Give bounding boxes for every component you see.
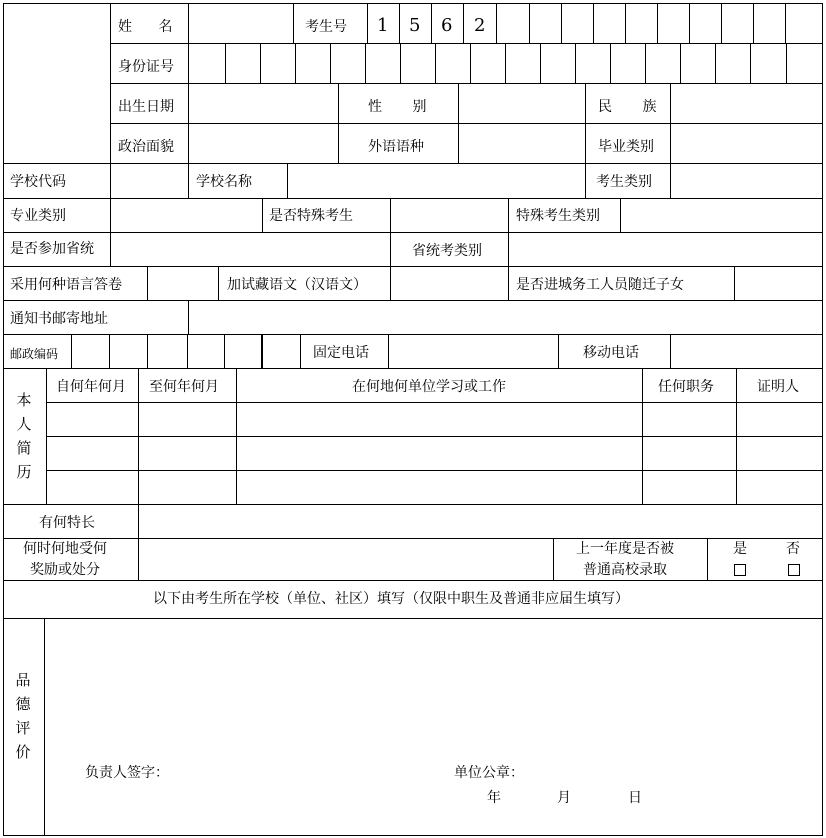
exam-digit-4[interactable]: 2	[474, 15, 486, 36]
rule	[138, 504, 139, 581]
prov-exam-label: 是否参加省统	[10, 241, 94, 257]
rule	[593, 3, 594, 44]
rule	[3, 538, 823, 539]
rule	[670, 83, 671, 164]
exam-digit-1[interactable]: 1	[377, 15, 389, 36]
yes-label: 是	[733, 541, 747, 557]
rule	[508, 266, 509, 301]
rule	[367, 3, 368, 44]
rule	[670, 334, 671, 369]
special-cat-field[interactable]	[622, 203, 820, 225]
school-code-field[interactable]	[112, 169, 186, 191]
exam-digit-2[interactable]: 5	[409, 15, 421, 36]
rule	[236, 368, 237, 505]
rule	[435, 43, 436, 84]
col-position-header: 任何职务	[658, 379, 714, 395]
rule	[300, 334, 301, 369]
rule	[707, 538, 708, 581]
rule	[670, 163, 671, 199]
rule	[585, 163, 586, 199]
seal-label: 单位公章：	[454, 765, 524, 781]
rule	[458, 83, 459, 164]
rule	[138, 368, 139, 505]
name-field[interactable]	[190, 12, 290, 34]
rule	[110, 3, 111, 164]
special-field[interactable]	[392, 203, 506, 225]
admitted-label-line1: 上一年度是否被	[576, 541, 674, 557]
rule	[218, 266, 219, 301]
prov-exam-field[interactable]	[112, 237, 388, 259]
rule	[575, 43, 576, 84]
rule	[610, 43, 611, 84]
rule	[750, 43, 751, 84]
col-witness-header: 证明人	[757, 379, 799, 395]
rule	[46, 436, 823, 437]
rule	[295, 43, 296, 84]
major-cat-label: 专业类别	[10, 208, 66, 224]
rule	[3, 198, 823, 199]
extra-exam-field[interactable]	[392, 271, 506, 293]
political-label: 政治面貌	[118, 139, 174, 155]
special-cat-label: 特殊考生类别	[516, 208, 600, 224]
birth-field[interactable]	[190, 92, 336, 114]
ethnicity-label: 民 族	[598, 99, 657, 115]
rule	[620, 198, 621, 233]
rule	[338, 83, 339, 164]
rule	[400, 43, 401, 84]
landline-label: 固定电话	[313, 345, 369, 361]
rule	[44, 618, 45, 836]
rule	[736, 368, 737, 505]
rule	[3, 334, 823, 335]
rule	[822, 3, 823, 836]
col-from-header: 自何年何月	[56, 379, 126, 395]
rule	[260, 43, 261, 84]
exam-cat-field[interactable]	[672, 169, 820, 191]
mobile-label: 移动电话	[583, 345, 639, 361]
rule	[553, 538, 554, 581]
rule	[330, 43, 331, 84]
admitted-label-line2: 普通高校录取	[583, 562, 667, 578]
rule	[3, 618, 823, 619]
rule	[786, 43, 787, 84]
rule	[508, 198, 509, 233]
rule	[3, 3, 4, 836]
mail-addr-label: 通知书邮寄地址	[10, 311, 108, 327]
landline-field[interactable]	[390, 339, 556, 361]
rule	[642, 368, 643, 505]
rule	[734, 266, 735, 301]
exam-digit-3[interactable]: 6	[441, 15, 453, 36]
rule	[390, 266, 391, 301]
school-name-label: 学校名称	[196, 174, 252, 190]
rule	[110, 232, 111, 267]
school-fill-note: 以下由考生所在学校（单位、社区）填写（仅限中职生及普通非应届生填写）	[153, 591, 629, 607]
rule	[46, 368, 47, 505]
col-to-header: 至何年何月	[149, 379, 219, 395]
rule	[293, 3, 294, 44]
name-label: 姓 名	[118, 19, 173, 35]
rule	[110, 123, 823, 124]
signer-label: 负责人签字：	[85, 765, 169, 781]
rule	[388, 334, 389, 369]
extra-exam-label: 加试藏语文（汉语文）	[227, 277, 367, 293]
rule	[188, 163, 189, 199]
foreign-lang-field[interactable]	[460, 132, 583, 154]
rule	[689, 3, 690, 44]
id-no-label: 身份证号	[118, 59, 174, 75]
rule	[3, 163, 823, 164]
grad-cat-label: 毕业类别	[598, 139, 654, 155]
awards-field[interactable]	[140, 547, 551, 569]
gender-field[interactable]	[460, 92, 583, 114]
ethnicity-field[interactable]	[672, 92, 820, 114]
rule	[3, 835, 823, 836]
rule	[505, 43, 506, 84]
rule	[3, 580, 823, 581]
rule	[287, 163, 288, 199]
rule	[187, 334, 188, 369]
rule	[715, 43, 716, 84]
rule	[390, 198, 391, 233]
rule	[561, 3, 562, 44]
rule	[110, 83, 823, 84]
date-day: 日	[628, 790, 642, 806]
answer-lang-label: 采用何种语言答卷	[10, 277, 122, 293]
no-checkbox[interactable]	[788, 564, 800, 576]
specialty-label: 有何特长	[39, 515, 95, 531]
rule	[785, 3, 786, 44]
rule	[645, 43, 646, 84]
rule	[3, 266, 823, 267]
rule	[463, 3, 464, 44]
no-label: 否	[786, 541, 800, 557]
postcode-label: 邮政编码	[10, 347, 59, 361]
rule	[147, 334, 148, 369]
rule	[3, 3, 823, 4]
birth-label: 出生日期	[118, 99, 174, 115]
rule	[261, 334, 263, 369]
rule	[508, 232, 509, 267]
migrant-label: 是否进城务工人员随迁子女	[516, 277, 684, 293]
mail-addr-field[interactable]	[190, 305, 820, 327]
rule	[71, 334, 72, 369]
answer-lang-field[interactable]	[149, 271, 216, 293]
rule	[110, 163, 111, 199]
col-place-header: 在何地何单位学习或工作	[352, 379, 506, 395]
special-label: 是否特殊考生	[269, 208, 353, 224]
moral-field[interactable]	[50, 630, 815, 750]
rule	[224, 334, 225, 369]
rule	[3, 368, 823, 369]
rule	[46, 470, 823, 471]
awards-label-line2: 奖励或处分	[30, 562, 100, 578]
rule	[496, 3, 497, 44]
school-name-field[interactable]	[289, 169, 583, 191]
rule	[721, 3, 722, 44]
rule	[431, 3, 432, 44]
rule	[109, 334, 110, 369]
rule	[585, 83, 586, 164]
prov-cat-field[interactable]	[510, 237, 820, 259]
rule	[540, 43, 541, 84]
gender-label: 性 别	[368, 99, 427, 115]
rule	[110, 198, 111, 233]
mobile-field[interactable]	[672, 339, 820, 361]
rule	[657, 3, 658, 44]
political-field[interactable]	[190, 132, 336, 154]
rule	[529, 3, 530, 44]
migrant-field[interactable]	[736, 271, 820, 293]
exam-no-label: 考生号	[305, 19, 347, 35]
rule	[262, 198, 263, 233]
awards-label-line1: 何时何地受何	[23, 541, 107, 557]
resume-side-label: 本人简历	[16, 391, 32, 481]
date-year: 年	[487, 790, 501, 806]
rule	[680, 43, 681, 84]
rule	[558, 334, 559, 369]
rule	[147, 266, 148, 301]
school-code-label: 学校代码	[10, 174, 66, 190]
grad-cat-field[interactable]	[672, 132, 820, 154]
exam-cat-label: 考生类别	[596, 174, 652, 190]
rule	[110, 43, 823, 44]
rule	[470, 43, 471, 84]
rule	[188, 3, 189, 164]
specialty-field[interactable]	[140, 510, 820, 532]
foreign-lang-label: 外语语种	[368, 139, 424, 155]
rule	[390, 232, 391, 267]
rule	[625, 3, 626, 44]
yes-checkbox[interactable]	[734, 564, 746, 576]
rule	[225, 43, 226, 84]
rule	[3, 232, 823, 233]
major-cat-field[interactable]	[112, 203, 260, 225]
rule	[3, 300, 823, 301]
rule	[46, 402, 823, 403]
rule	[399, 3, 400, 44]
date-month: 月	[557, 790, 571, 806]
rule	[365, 43, 366, 84]
rule	[3, 504, 823, 505]
rule	[753, 3, 754, 44]
prov-cat-label: 省统考类别	[412, 243, 482, 259]
rule	[188, 300, 189, 335]
moral-side-label: 品德评价	[15, 671, 31, 761]
